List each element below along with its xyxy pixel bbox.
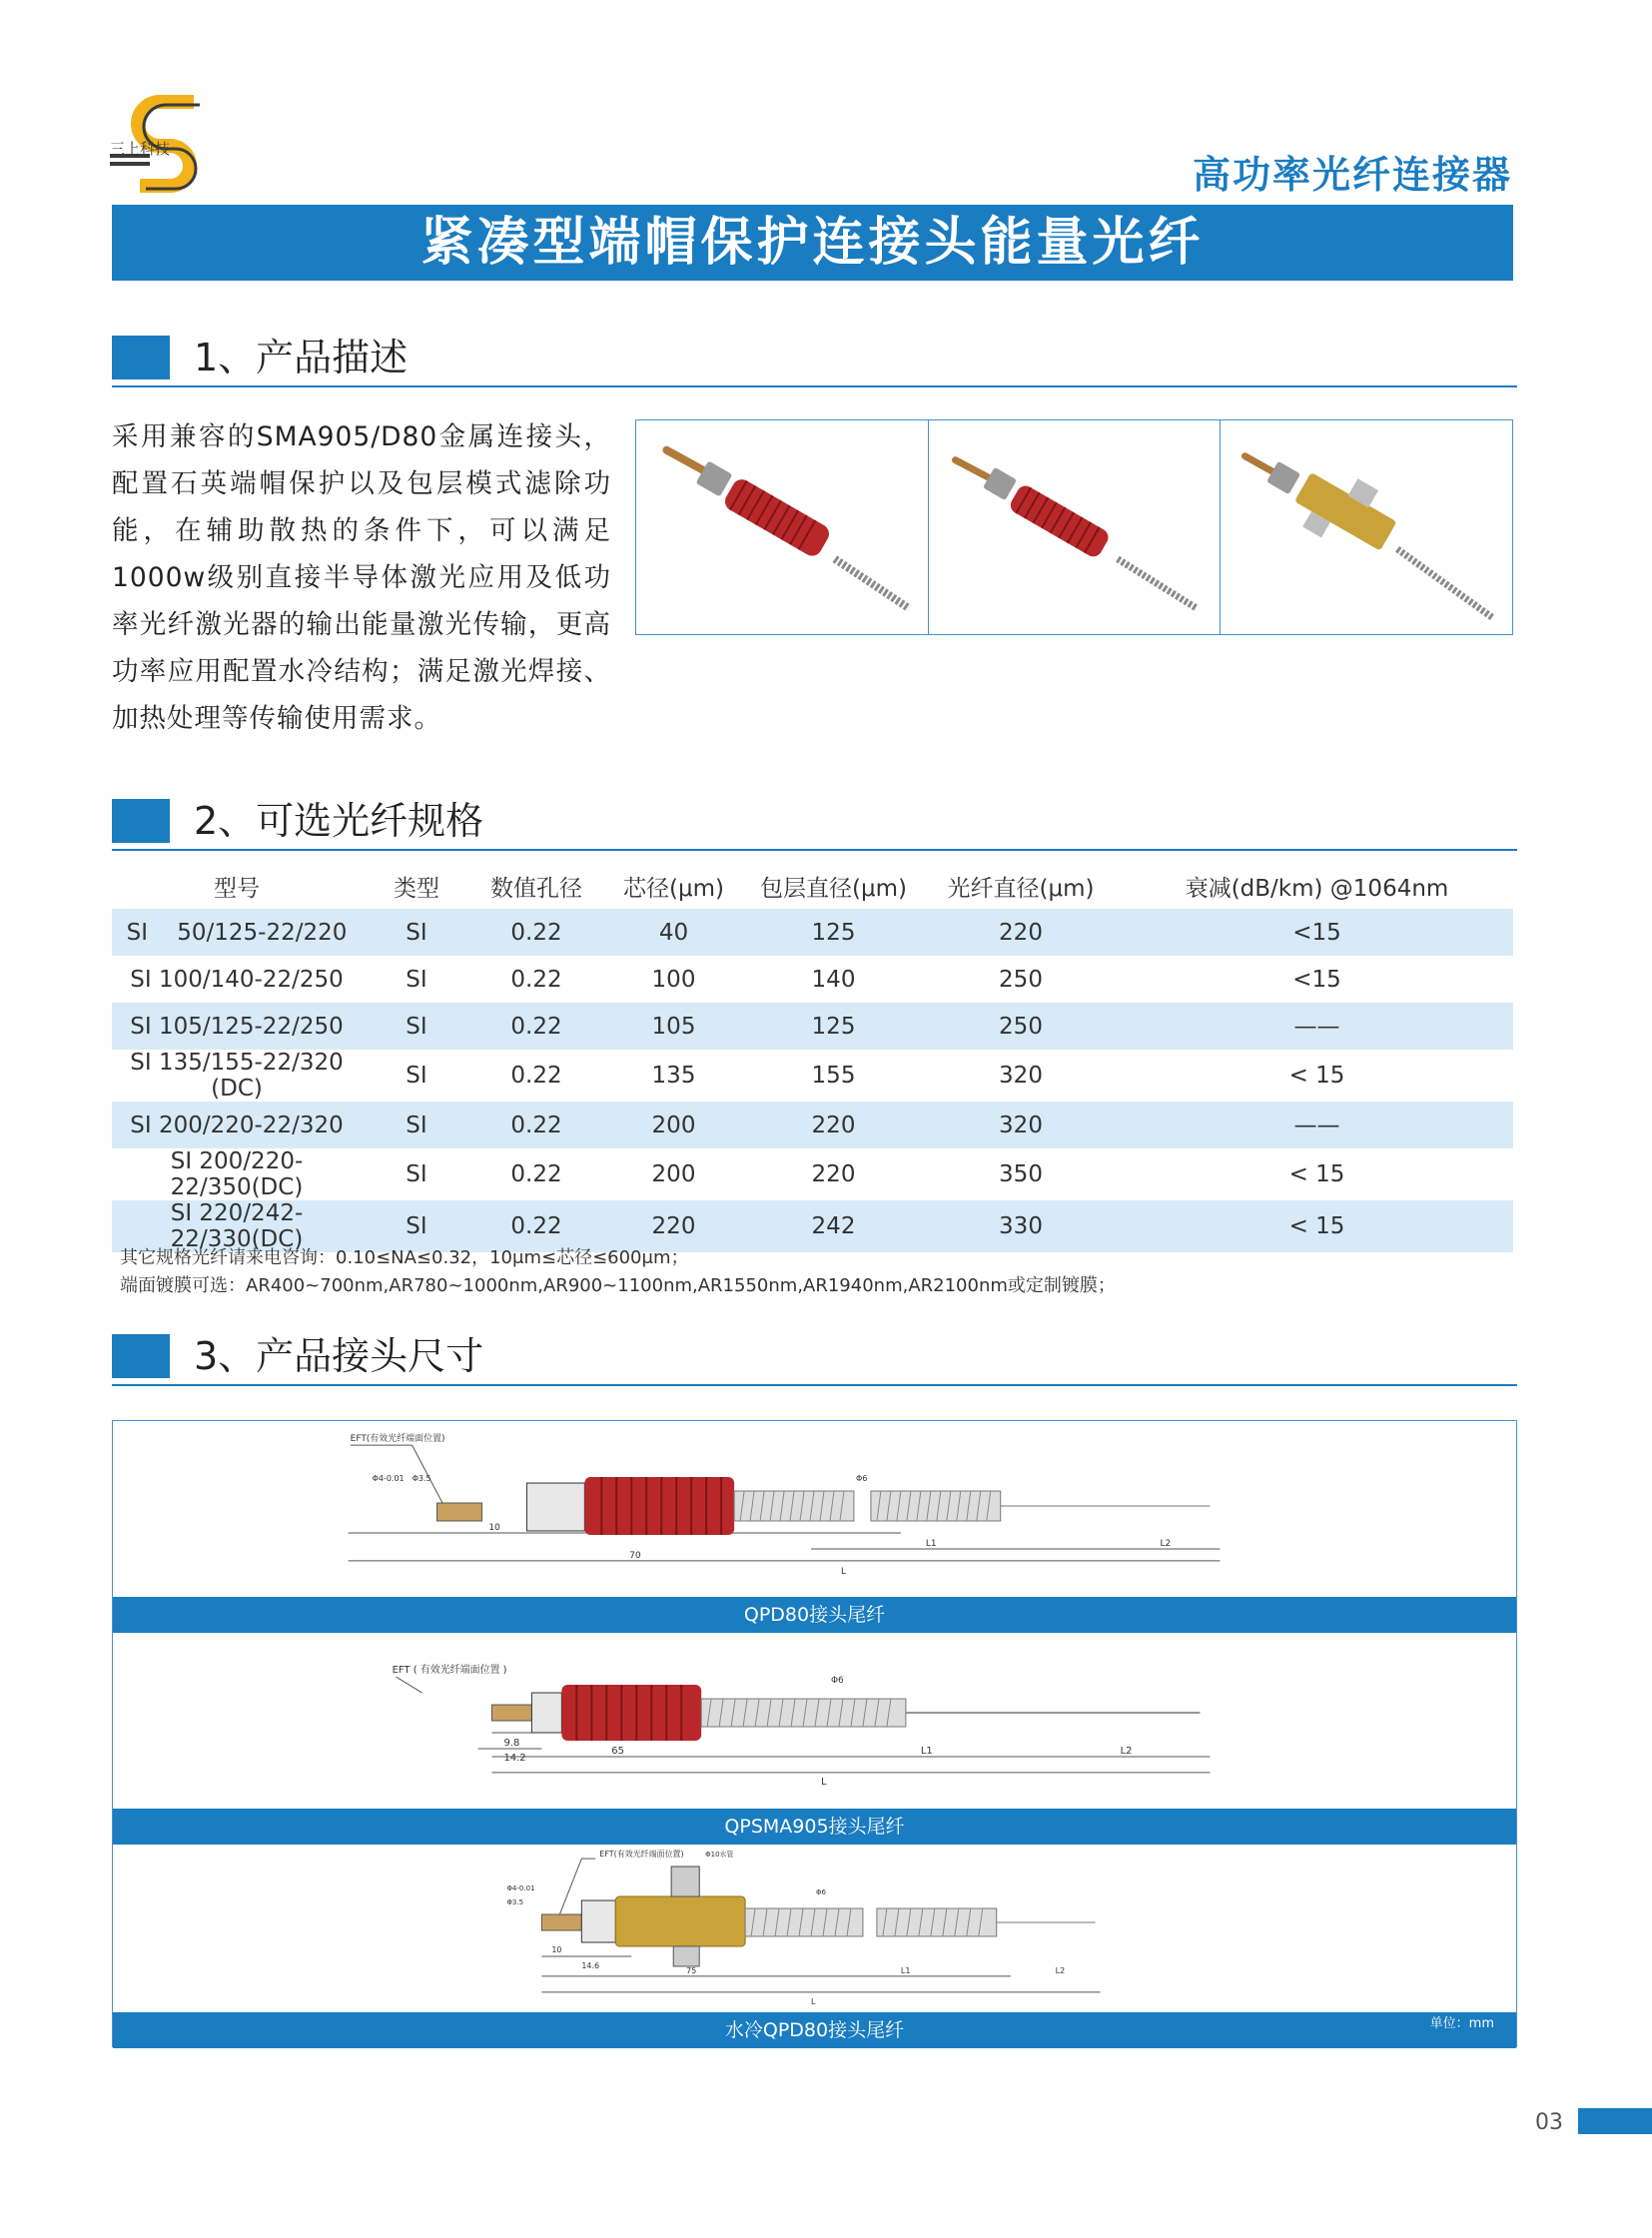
table-cell: 0.22: [510, 966, 562, 993]
column-header: 型号: [214, 875, 260, 902]
drawing-caption: QPD80接头尾纤: [113, 1597, 1516, 1633]
product-description: 采用兼容的SMA905/D80金属连接头，配置石英端帽保护以及包层模式滤除功能，在辅助散热的条件下，可以满足1000w级别直接半导体激光应用及低功率光纤激光器的输出能量激光传输，更高功率应用配置水冷结构；满足激光焊接、加热处理等传输使用需求。: [112, 421, 611, 734]
section-heading-specs: [112, 799, 1517, 851]
dimension-label: L1: [920, 1745, 933, 1757]
drawing-qpsma905: [113, 1633, 1516, 1809]
table-cell: 100: [651, 966, 696, 993]
table-cell: SI 100/140-22/250: [130, 966, 344, 993]
table-row: [112, 1148, 1513, 1200]
dimension-label: L2: [1160, 1538, 1172, 1549]
dimension-drawings: [112, 1420, 1517, 2047]
table-cell: 350: [999, 1161, 1043, 1187]
section-marker-icon: [112, 799, 170, 843]
table-cell: 125: [746, 1003, 921, 1050]
dimension-label: 14.2: [503, 1752, 526, 1764]
logo-text: 三上科技: [110, 140, 171, 158]
table-cell: SI 50/125-22/220: [112, 909, 362, 956]
spec-table: [112, 863, 1513, 1252]
dimension-label: 10: [488, 1522, 500, 1533]
eft-label: EFT(有效光纤端面位置): [599, 1850, 684, 1860]
column-header: 光纤直径(μm): [947, 875, 1095, 902]
table-header-row: [112, 863, 1513, 909]
table-cell: 250: [921, 1003, 1121, 1050]
table-cell: SI: [362, 1102, 471, 1148]
table-cell: < 15: [1288, 1063, 1345, 1089]
column-header: 数值孔径: [490, 875, 582, 902]
page-number-bar: [1578, 2108, 1652, 2134]
table-cell: 40: [601, 909, 746, 956]
dimension-label: L: [840, 1566, 846, 1577]
product-photo-water-cooled: [1221, 420, 1512, 634]
column-header: 包层直径(μm): [760, 875, 907, 902]
table-cell: SI 105/125-22/250: [112, 1003, 362, 1050]
table-row: [112, 1102, 1513, 1148]
eft-label: EFT ( 有效光纤端面位置 ): [392, 1665, 507, 1677]
column-header: 芯径(μm): [623, 875, 724, 902]
water-cooled-drawing-icon: [113, 1845, 1516, 2012]
connector-red-photo-icon: [636, 420, 928, 634]
category-label: 高功率光纤连接器: [1192, 153, 1512, 197]
table-row: [112, 1003, 1513, 1050]
dimension-label: 65: [611, 1745, 624, 1757]
section-heading-dimensions: [112, 1334, 1517, 1386]
table-row: [112, 909, 1513, 956]
table-cell: 330: [921, 1200, 1121, 1252]
table-cell: SI 135/155-22/320 (DC): [130, 1050, 344, 1102]
dimension-label: L: [820, 1776, 827, 1788]
dimension-label: 9.8: [503, 1737, 520, 1749]
spec-notes: [120, 1244, 1116, 1300]
table-cell: ——: [1121, 1102, 1513, 1148]
dimension-label: Φ3.5: [412, 1474, 431, 1484]
drawing-water-cooled-qpd80: [113, 1845, 1516, 2012]
dimension-label: L2: [1120, 1745, 1133, 1757]
section-marker-icon: [112, 336, 170, 379]
table-cell: 155: [811, 1063, 856, 1089]
table-cell: 250: [999, 966, 1043, 993]
table-cell: 0.22: [471, 1003, 601, 1050]
dimension-label: 75: [686, 1965, 697, 1975]
table-cell: ——: [1121, 1003, 1513, 1050]
dimension-label: 14.6: [581, 1960, 600, 1970]
qpsma905-drawing-icon: [113, 1633, 1516, 1809]
company-logo: [110, 90, 210, 195]
table-cell: SI: [406, 1063, 427, 1089]
section-title: 3、产品接头尺寸: [194, 1334, 484, 1378]
table-cell: < 15: [1121, 1200, 1513, 1252]
product-photos: [635, 419, 1513, 635]
section-title: 2、可选光纤规格: [194, 799, 484, 843]
table-cell: 135: [651, 1063, 696, 1089]
table-cell: 320: [999, 1063, 1043, 1089]
dimension-label: Φ10水管: [705, 1851, 734, 1860]
eft-label: EFT(有效光纤端面位置): [350, 1434, 445, 1445]
table-cell: 0.22: [471, 909, 601, 956]
table-cell: 220: [811, 1161, 856, 1187]
note-line: 端面镀膜可选：AR400~700nm,AR780~1000nm,AR900~1100nm,AR1550nm,AR1940nm,AR2100nm或定制镀膜；: [120, 1275, 1116, 1296]
table-cell: 105: [601, 1003, 746, 1050]
dimension-label: L1: [900, 1965, 911, 1975]
table-cell: SI 200/220-22/320: [112, 1102, 362, 1148]
table-cell: 200: [651, 1161, 696, 1187]
dimension-label: L: [811, 1996, 816, 2006]
dimension-label: 10: [551, 1944, 562, 1954]
dimension-label: 70: [629, 1550, 641, 1561]
dimension-label: Φ4-0.01: [372, 1474, 405, 1484]
table-cell: SI: [362, 1200, 471, 1252]
table-cell: <15: [1121, 909, 1513, 956]
section-heading-description: [112, 336, 1517, 387]
column-header: 类型: [394, 875, 439, 902]
table-cell: SI: [362, 1003, 471, 1050]
section-marker-icon: [112, 1334, 170, 1378]
drawing-qpd80: [113, 1421, 1516, 1597]
table-cell: SI 200/220-22/350(DC): [170, 1148, 304, 1200]
product-photo-qpd80: [636, 420, 929, 634]
table-cell: 125: [746, 909, 921, 956]
dimension-label: Φ6: [855, 1474, 868, 1484]
table-cell: 0.22: [471, 1102, 601, 1148]
table-cell: 220: [921, 909, 1121, 956]
dimension-label: Φ6: [830, 1676, 844, 1687]
dimension-label: Φ3.5: [506, 1898, 524, 1907]
table-cell: SI: [406, 966, 427, 993]
table-cell: SI: [362, 909, 471, 956]
table-cell: 140: [811, 966, 856, 993]
product-photo-sma905: [929, 420, 1222, 634]
table-row: [112, 956, 1513, 1003]
connector-brass-photo-icon: [1221, 420, 1512, 634]
dimension-label: Φ4-0.01: [506, 1884, 535, 1893]
table-cell: <15: [1292, 966, 1341, 993]
table-cell: 320: [921, 1102, 1121, 1148]
unit-label: 单位：mm: [1429, 2016, 1494, 2031]
connector-red-photo-icon: [929, 420, 1221, 634]
table-cell: 200: [601, 1102, 746, 1148]
note-line: 其它规格光纤请来电咨询：0.10≤NA≤0.32，10μm≤芯径≤600μm；: [120, 1247, 689, 1268]
section-title: 1、产品描述: [194, 336, 409, 379]
table-cell: 220: [746, 1102, 921, 1148]
dimension-label: L2: [1055, 1965, 1066, 1975]
table-cell: 0.22: [510, 1161, 562, 1187]
page-title: 紧凑型端帽保护连接头能量光纤: [112, 205, 1513, 281]
dimension-label: Φ6: [815, 1888, 826, 1897]
drawing-caption: QPSMA905接头尾纤: [113, 1809, 1516, 1845]
table-cell: 242: [746, 1200, 921, 1252]
dimension-label: L1: [925, 1538, 937, 1549]
table-cell: 0.22: [510, 1063, 562, 1089]
page-number: 03: [1535, 2110, 1563, 2135]
drawing-caption: 水冷QPD80接头尾纤: [113, 2012, 1516, 2048]
table-cell: SI: [406, 1161, 427, 1187]
table-row: [112, 1050, 1513, 1102]
table-cell: 220: [601, 1200, 746, 1252]
qpd80-drawing-icon: [113, 1421, 1516, 1597]
column-header: 衰减(dB/km) @1064nm: [1185, 875, 1449, 902]
table-cell: SI 220/242-22/330(DC): [112, 1200, 362, 1252]
table-cell: < 15: [1288, 1161, 1345, 1187]
table-cell: 0.22: [471, 1200, 601, 1252]
